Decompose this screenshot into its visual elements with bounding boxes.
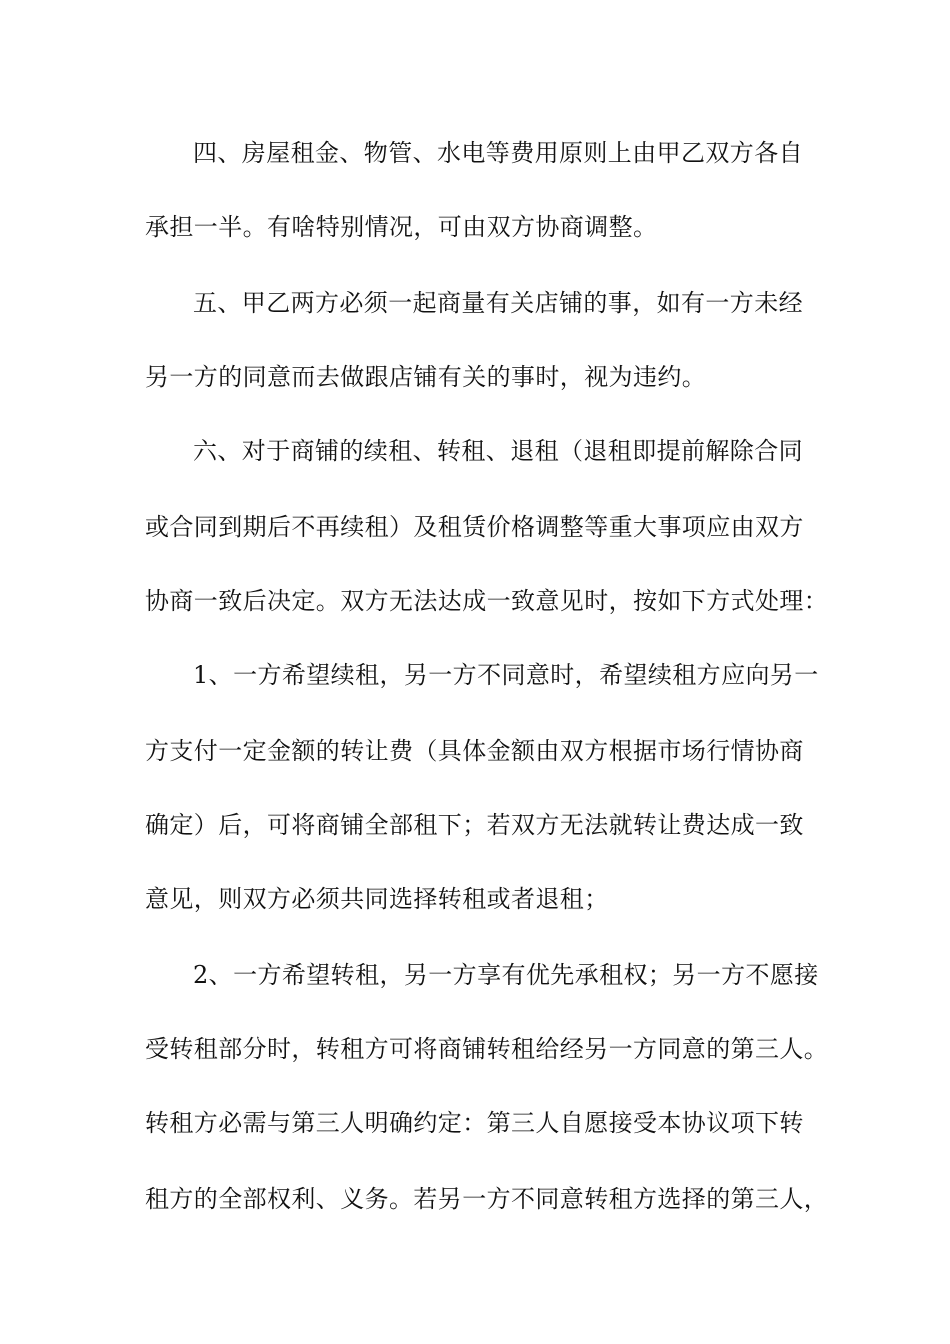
item-1-line-2: 方支付一定金额的转让费（具体金额由双方根据市场行情协商 (145, 737, 804, 765)
paragraph-6-line-2: 或合同到期后不再续租）及租赁价格调整等重大事项应由双方 (145, 513, 804, 541)
item-1-line-4: 意见，则双方必须共同选择转租或者退租； (145, 885, 609, 913)
paragraph-4-line-1: 四、房屋租金、物管、水电等费用原则上由甲乙双方各自 (193, 139, 803, 167)
paragraph-5-line-2: 另一方的同意而去做跟店铺有关的事时，视为违约。 (145, 363, 707, 391)
item-2-line-3: 转租方必需与第三人明确约定：第三人自愿接受本协议项下转 (145, 1109, 804, 1137)
paragraph-5-line-1: 五、甲乙两方必须一起商量有关店铺的事，如有一方未经 (193, 289, 803, 317)
paragraph-6-line-3: 协商一致后决定。双方无法达成一致意见时，按如下方式处理： (145, 587, 829, 615)
paragraph-4-line-2: 承担一半。有啥特别情况，可由双方协商调整。 (145, 213, 658, 241)
item-2-line-4: 租方的全部权利、义务。若另一方不同意转租方选择的第三人， (145, 1185, 829, 1213)
paragraph-6-line-1: 六、对于商铺的续租、转租、退租（退租即提前解除合同 (193, 437, 803, 465)
item-2-line-1: 2、一方希望转租，另一方享有优先承租权；另一方不愿接 (193, 961, 819, 989)
item-1-line-1: 1、一方希望续租，另一方不同意时，希望续租方应向另一 (193, 661, 819, 689)
item-1-line-3: 确定）后，可将商铺全部租下；若双方无法就转让费达成一致 (145, 811, 804, 839)
item-2-line-2: 受转租部分时，转租方可将商铺转租给经另一方同意的第三人。 (145, 1035, 829, 1063)
